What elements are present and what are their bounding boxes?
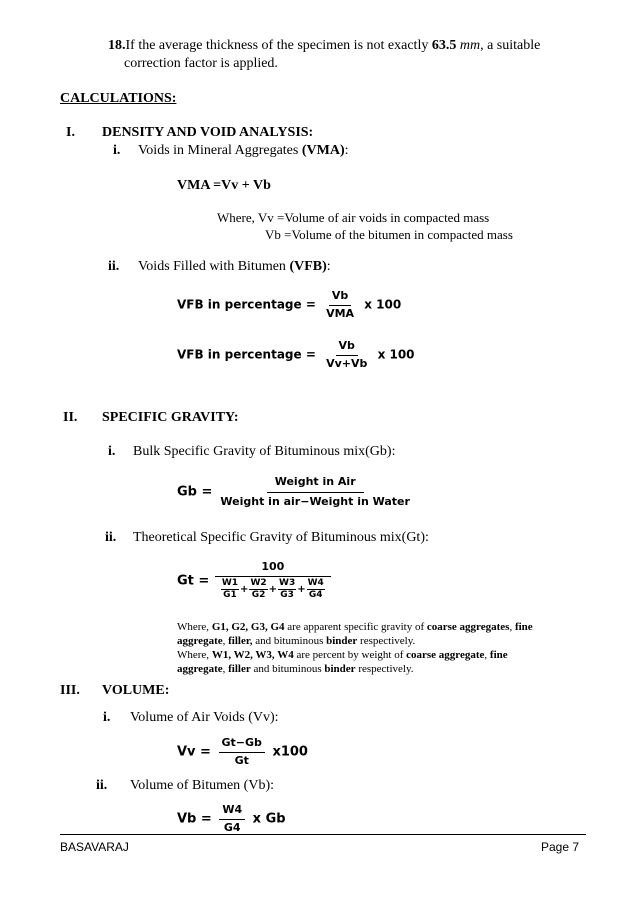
step-18-line1 — [108, 38, 540, 54]
vv-lhs: Vv = — [177, 744, 211, 760]
note-text: are apparent specific gravity of — [284, 621, 427, 633]
note-w-line1 — [177, 648, 508, 662]
vv-item-label: Volume of Air Voids (Vv): — [130, 710, 279, 725]
gt-formula — [177, 561, 332, 601]
vfb-label-text: Voids Filled with Bitumen — [138, 259, 290, 274]
item-i-numeral: i. — [113, 143, 121, 158]
vv-numerator: Gt−Gb — [219, 737, 265, 753]
vv-formula — [177, 737, 308, 767]
section-1-numeral: I. — [66, 125, 75, 140]
gb-fraction — [212, 476, 418, 508]
vfb1-denominator: VMA — [326, 306, 355, 320]
footer-author: BASAVARAJ — [60, 840, 129, 854]
step-text: If the average thickness of the specimen is not exactly — [125, 38, 432, 53]
gt-numerator: 100 — [215, 561, 331, 577]
gb-denominator: Weight in air−Weight in Water — [220, 494, 410, 508]
vfb1-fraction — [323, 290, 357, 320]
vv-fraction — [219, 737, 265, 767]
footer-page-number: Page 7 — [541, 840, 580, 854]
note-comma: , — [509, 621, 515, 633]
thickness-value: 63.5 — [431, 38, 457, 53]
note-filler: filler — [228, 663, 251, 675]
gb-item-numeral: i. — [108, 444, 116, 459]
section-3-numeral: III. — [60, 683, 80, 698]
note-text: Where, — [177, 649, 212, 661]
item-vma-label — [138, 143, 349, 159]
note-coarse: coarse aggregate — [406, 649, 485, 661]
gt-denominator — [217, 577, 329, 601]
item-ii-numeral: ii. — [108, 259, 120, 274]
plus-sign: + — [268, 583, 278, 595]
note-comma: , — [484, 649, 490, 661]
vv-item-numeral: i. — [103, 710, 111, 725]
thickness-unit: mm — [459, 38, 481, 53]
term-den: G2 — [251, 590, 266, 601]
step-18-line2: correction factor is applied. — [124, 56, 278, 71]
gb-item-label: Bulk Specific Gravity of Bituminous mix(Gb): — [133, 444, 396, 459]
note-aggregate: aggregate — [177, 663, 223, 675]
gt-fraction — [217, 561, 329, 601]
note-g-line1 — [177, 620, 533, 634]
where-vb: Vb =Volume of the bitumen in compacted mass — [265, 227, 513, 242]
step-number: 18. — [108, 38, 126, 53]
vb-denominator: G4 — [223, 820, 241, 834]
vfb2-lhs: VFB in percentage = — [177, 347, 316, 362]
where-vv: Where, Vv =Volume of air voids in compacted mass — [217, 210, 490, 225]
footer-rule — [60, 834, 586, 835]
gt-lhs: Gt = — [177, 573, 210, 589]
vb-numerator: W4 — [219, 804, 245, 820]
vb-lhs: Vb = — [177, 811, 212, 827]
step-text-end: , a suitable — [480, 38, 541, 53]
plus-sign: + — [240, 583, 249, 595]
vv-denominator: Gt — [234, 753, 249, 767]
vb-fraction — [219, 804, 245, 834]
note-vars: W1, W2, W3, W4 — [211, 649, 294, 661]
note-text: and bituminous — [252, 635, 327, 647]
gb-numerator: Weight in Air — [267, 476, 364, 493]
section-2-numeral: II. — [63, 410, 78, 425]
term-num: W3 — [278, 579, 296, 590]
vb-item-label: Volume of Bitumen (Vb): — [130, 778, 275, 793]
note-binder: binder — [326, 635, 358, 647]
plus-sign: + — [297, 583, 306, 595]
colon: : — [344, 143, 349, 158]
note-vars: G1, G2, G3, G4 — [211, 621, 285, 633]
gt-term-4 — [307, 579, 325, 601]
term-num: W4 — [307, 579, 325, 590]
vma-abbr: (VMA) — [301, 143, 345, 158]
vfb2-numerator: Vb — [336, 340, 358, 356]
section-3-title: VOLUME: — [102, 683, 170, 698]
gb-formula — [177, 476, 421, 508]
vb-formula — [177, 804, 286, 834]
vfb-formula-1 — [177, 290, 401, 320]
note-text: respectively. — [357, 635, 416, 647]
term-den: G1 — [223, 590, 237, 601]
note-coarse: coarse aggregates — [426, 621, 510, 633]
colon: : — [326, 259, 331, 274]
term-num: W2 — [249, 579, 267, 590]
gt-term-1 — [221, 579, 239, 601]
vb-rhs: x Gb — [252, 811, 286, 827]
item-vfb-label — [138, 259, 331, 275]
gt-item-numeral: ii. — [105, 530, 117, 545]
note-text: are percent by weight of — [293, 649, 407, 661]
vma-label-text: Voids in Mineral Aggregates — [138, 143, 302, 158]
note-w-line2 — [177, 662, 414, 676]
note-text: Where, — [177, 621, 212, 633]
note-text: respectively. — [355, 663, 414, 675]
note-g-line2 — [177, 634, 415, 648]
vfb2-rhs: x 100 — [377, 347, 415, 362]
note-fine: fine — [514, 621, 533, 633]
term-num: W1 — [221, 579, 239, 590]
calculations-heading: CALCULATIONS: — [60, 91, 177, 106]
vfb1-lhs: VFB in percentage = — [177, 297, 316, 312]
note-fine: fine — [489, 649, 508, 661]
section-2-title: SPECIFIC GRAVITY: — [102, 410, 239, 425]
vfb-formula-2 — [177, 340, 415, 370]
gt-item-label: Theoretical Specific Gravity of Bituminous mix(Gt): — [133, 530, 429, 545]
vfb2-denominator: Vv+Vb — [326, 356, 368, 370]
term-den: G4 — [308, 590, 323, 601]
vma-formula: VMA =Vv + Vb — [177, 178, 271, 193]
vfb1-numerator: Vb — [329, 290, 351, 306]
vv-rhs: x100 — [272, 744, 308, 760]
note-filler: filler, — [228, 635, 253, 647]
note-binder: binder — [324, 663, 356, 675]
vfb2-fraction — [323, 340, 370, 370]
note-text: and bituminous — [250, 663, 325, 675]
note-aggregate: aggregate — [177, 635, 223, 647]
note-comma: , — [222, 663, 229, 675]
term-den: G3 — [280, 590, 294, 601]
vb-item-numeral: ii. — [96, 778, 108, 793]
vfb-abbr: (VFB) — [289, 259, 327, 274]
gb-lhs: Gb = — [177, 484, 213, 500]
gt-term-3 — [278, 579, 296, 601]
note-comma: , — [222, 635, 229, 647]
section-1-title: DENSITY AND VOID ANALYSIS: — [102, 125, 314, 140]
vfb1-rhs: x 100 — [364, 297, 402, 312]
gt-term-2 — [249, 579, 267, 601]
